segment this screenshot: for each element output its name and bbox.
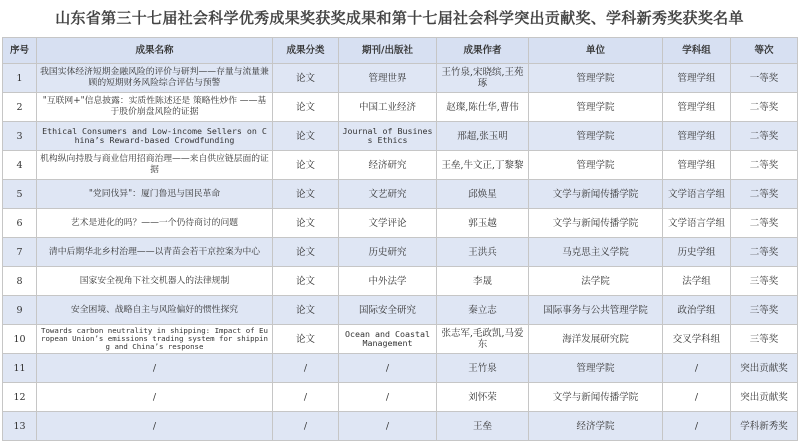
cell-journal: / xyxy=(339,412,437,441)
table-row xyxy=(3,412,798,441)
header-unit: 单位 xyxy=(529,38,663,64)
cell-unit: 管理学院 xyxy=(529,354,663,383)
cell-authors: 李晟 xyxy=(437,267,529,296)
cell-group: 历史学组 xyxy=(663,238,731,267)
table-row xyxy=(3,354,798,383)
cell-authors: 王垒,牛文正,丁黎黎 xyxy=(437,151,529,180)
cell-authors: 邱焕星 xyxy=(437,180,529,209)
cell-rank: 二等奖 xyxy=(731,151,798,180)
cell-index: 10 xyxy=(3,325,37,354)
cell-unit: 国际事务与公共管理学院 xyxy=(529,296,663,325)
cell-group: / xyxy=(663,412,731,441)
cell-unit: 管理学院 xyxy=(529,64,663,93)
cell-authors: 秦立志 xyxy=(437,296,529,325)
cell-index: 7 xyxy=(3,238,37,267)
cell-name: 安全困境、战略自主与风险偏好的惯性探究 xyxy=(37,296,273,325)
cell-authors: 王竹泉,宋晓缤,王苑琢 xyxy=(437,64,529,93)
cell-category: / xyxy=(273,354,339,383)
cell-index: 12 xyxy=(3,383,37,412)
cell-rank: 三等奖 xyxy=(731,325,798,354)
cell-rank: 二等奖 xyxy=(731,122,798,151)
cell-category: 论文 xyxy=(273,209,339,238)
cell-journal: 文学评论 xyxy=(339,209,437,238)
cell-unit: 文学与新闻传播学院 xyxy=(529,209,663,238)
award-table xyxy=(2,37,798,441)
cell-authors: 王垒 xyxy=(437,412,529,441)
cell-rank: 二等奖 xyxy=(731,238,798,267)
cell-journal: / xyxy=(339,354,437,383)
cell-group: 管理学组 xyxy=(663,151,731,180)
table-row xyxy=(3,209,798,238)
table-row xyxy=(3,325,798,354)
cell-group: 文学语言学组 xyxy=(663,180,731,209)
table-row xyxy=(3,93,798,122)
table-row xyxy=(3,151,798,180)
cell-name: "党同伐异"：厦门鲁迅与国民革命 xyxy=(37,180,273,209)
cell-unit: 文学与新闻传播学院 xyxy=(529,180,663,209)
cell-category: 论文 xyxy=(273,296,339,325)
cell-name: 我国实体经济短期金融风险的评价与研判——存量与流量兼顾的短期财务风险综合评估与预警 xyxy=(37,64,273,93)
cell-journal: 中国工业经济 xyxy=(339,93,437,122)
table-row xyxy=(3,383,798,412)
table-row xyxy=(3,296,798,325)
cell-group: 管理学组 xyxy=(663,64,731,93)
cell-index: 5 xyxy=(3,180,37,209)
cell-unit: 管理学院 xyxy=(529,122,663,151)
cell-category: 论文 xyxy=(273,64,339,93)
header-authors: 成果作者 xyxy=(437,38,529,64)
cell-group: 管理学组 xyxy=(663,93,731,122)
cell-category: 论文 xyxy=(273,238,339,267)
cell-unit: 海洋发展研究院 xyxy=(529,325,663,354)
cell-index: 3 xyxy=(3,122,37,151)
cell-name: Towards carbon neutrality in shipping: Impact of European Union’s emissions trading system for shipping and China’s response xyxy=(37,325,273,354)
cell-group: 交叉学科组 xyxy=(663,325,731,354)
cell-index: 2 xyxy=(3,93,37,122)
cell-rank: 二等奖 xyxy=(731,93,798,122)
cell-authors: 郭玉越 xyxy=(437,209,529,238)
cell-group: 政治学组 xyxy=(663,296,731,325)
cell-journal: / xyxy=(339,383,437,412)
cell-index: 4 xyxy=(3,151,37,180)
table-row xyxy=(3,180,798,209)
cell-group: 文学语言学组 xyxy=(663,209,731,238)
cell-category: / xyxy=(273,383,339,412)
cell-unit: 马克思主义学院 xyxy=(529,238,663,267)
cell-rank: 二等奖 xyxy=(731,180,798,209)
cell-journal: 中外法学 xyxy=(339,267,437,296)
cell-journal: Journal of Business Ethics xyxy=(339,122,437,151)
cell-authors: 张志军,毛政凯,马爱东 xyxy=(437,325,529,354)
cell-index: 8 xyxy=(3,267,37,296)
cell-journal: Ocean and Coastal Management xyxy=(339,325,437,354)
cell-rank: 三等奖 xyxy=(731,267,798,296)
cell-category: 论文 xyxy=(273,151,339,180)
cell-index: 9 xyxy=(3,296,37,325)
table-row xyxy=(3,64,798,93)
cell-index: 1 xyxy=(3,64,37,93)
table-row xyxy=(3,238,798,267)
cell-unit: 管理学院 xyxy=(529,151,663,180)
cell-authors: 王竹泉 xyxy=(437,354,529,383)
cell-name: "互联网+"信息披露：实质性陈述还是 策略性炒作 ——基于股价崩盘风险的证据 xyxy=(37,93,273,122)
cell-unit: 法学院 xyxy=(529,267,663,296)
cell-name: 艺术是进化的吗？——一个仍待商讨的问题 xyxy=(37,209,273,238)
header-journal: 期刊/出版社 xyxy=(339,38,437,64)
cell-rank: 突出贡献奖 xyxy=(731,383,798,412)
cell-name: / xyxy=(37,354,273,383)
cell-group: / xyxy=(663,383,731,412)
cell-rank: 二等奖 xyxy=(731,209,798,238)
cell-unit: 经济学院 xyxy=(529,412,663,441)
cell-authors: 赵璨,陈仕华,曹伟 xyxy=(437,93,529,122)
cell-group: 法学组 xyxy=(663,267,731,296)
cell-authors: 刘怀荣 xyxy=(437,383,529,412)
cell-authors: 邢超,张玉明 xyxy=(437,122,529,151)
cell-rank: 学科新秀奖 xyxy=(731,412,798,441)
cell-name: 国家安全视角下社交机器人的法律规制 xyxy=(37,267,273,296)
cell-group: / xyxy=(663,354,731,383)
table-row xyxy=(3,267,798,296)
cell-rank: 突出贡献奖 xyxy=(731,354,798,383)
cell-category: 论文 xyxy=(273,93,339,122)
cell-category: 论文 xyxy=(273,122,339,151)
cell-journal: 经济研究 xyxy=(339,151,437,180)
cell-journal: 国际安全研究 xyxy=(339,296,437,325)
cell-authors: 王洪兵 xyxy=(437,238,529,267)
cell-index: 13 xyxy=(3,412,37,441)
header-rank: 等次 xyxy=(731,38,798,64)
header-name: 成果名称 xyxy=(37,38,273,64)
cell-rank: 一等奖 xyxy=(731,64,798,93)
cell-group: 管理学组 xyxy=(663,122,731,151)
cell-journal: 文艺研究 xyxy=(339,180,437,209)
cell-name: Ethical Consumers and Low-income Sellers on China’s Reward-based Crowdfunding xyxy=(37,122,273,151)
cell-name: / xyxy=(37,412,273,441)
cell-journal: 管理世界 xyxy=(339,64,437,93)
cell-name: 清中后期华北乡村治理——以青苗会若干京控案为中心 xyxy=(37,238,273,267)
header-index: 序号 xyxy=(3,38,37,64)
cell-category: 论文 xyxy=(273,267,339,296)
page-title: 山东省第三十七届社会科学优秀成果奖获奖成果和第十七届社会科学突出贡献奖、学科新秀奖获奖名单 xyxy=(55,9,744,27)
cell-unit: 文学与新闻传播学院 xyxy=(529,383,663,412)
header-category: 成果分类 xyxy=(273,38,339,64)
cell-rank: 三等奖 xyxy=(731,296,798,325)
cell-index: 6 xyxy=(3,209,37,238)
cell-name: 机构纵向持股与商业信用招商治理——来自供应链层面的证据 xyxy=(37,151,273,180)
header-group: 学科组 xyxy=(663,38,731,64)
cell-name: / xyxy=(37,383,273,412)
table-row xyxy=(3,122,798,151)
cell-index: 11 xyxy=(3,354,37,383)
cell-journal: 历史研究 xyxy=(339,238,437,267)
cell-unit: 管理学院 xyxy=(529,93,663,122)
cell-category: 论文 xyxy=(273,325,339,354)
cell-category: / xyxy=(273,412,339,441)
cell-category: 论文 xyxy=(273,180,339,209)
table-header-row xyxy=(3,38,798,64)
